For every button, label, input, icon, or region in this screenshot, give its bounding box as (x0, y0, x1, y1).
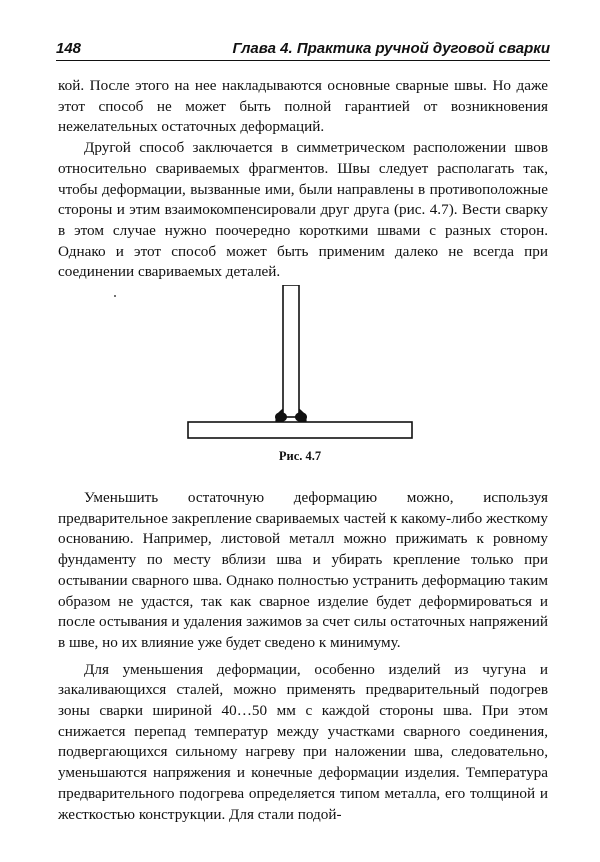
chapter-title: Глава 4. Практика ручной дуговой сварки (232, 40, 550, 57)
paragraph-fixing-method: Уменьшить остаточную деформацию можно, используя предварительное закрепление свариваемых частей к какому-либо жесткому основанию. Например, листовой металл можно прижимать к ровному фундаменту по месту вблизи шва и убирать крепление только при остывании сварного шва. Однако полностью устранить деформацию таким образом не удастся, так как сварное изделие будет деформироваться и после остывания и удаления зажимов за счет силы остаточных напряжений в шве, но их влияние уже будет сведено к минимуму. (58, 489, 548, 651)
paragraph-preheating: Для уменьшения деформации, особенно изделий из чугуна и закаливающихся сталей, можно применять предварительный подогрев зоны сварки шириной 40…50 мм с каждой стороны шва. При этом снижается перепад температур между участками сварного соединения, подвергающихся сильному нагреву при наложении шва, следовательно, уменьшаются напряжения и конечные деформации изделия. Температура предварительного подогрева определяется типом металла, его толщиной и жесткостью конструкции. Для стали подой- (58, 660, 548, 823)
weld-right-fill (295, 412, 307, 422)
text-block-top (58, 76, 548, 283)
print-speck (114, 295, 116, 297)
weld-left-fill (275, 412, 287, 422)
paragraph-continuation: кой. После этого на нее накладываются основные сварные швы. Но даже этот способ не может быть полной гарантией от возникновения нежелательных остаточных деформаций. (58, 77, 548, 136)
figure-4-7 (180, 285, 420, 470)
t-joint-diagram (180, 285, 420, 445)
paragraph-symmetric-method: Другой способ заключается в симметрическом расположении швов относительно свариваемых фрагментов. Швы следует располагать так, чтобы деформации, вызванные ими, были направлены в противоположные стороны и этим взаимокомпенсировали друг друга (рис. 4.7). Вести сварку в этом случае нужно поочередно короткими швами с разных сторон. Однако и этот способ может быть применим далеко не всегда при соединении свариваемых деталей. (58, 139, 548, 281)
base-plate (188, 422, 412, 438)
figure-caption: Рис. 4.7 (278, 449, 322, 463)
text-block-bottom (58, 488, 548, 825)
vertical-plate (283, 285, 299, 417)
page-number: 148 (56, 40, 82, 57)
running-header (56, 38, 550, 61)
